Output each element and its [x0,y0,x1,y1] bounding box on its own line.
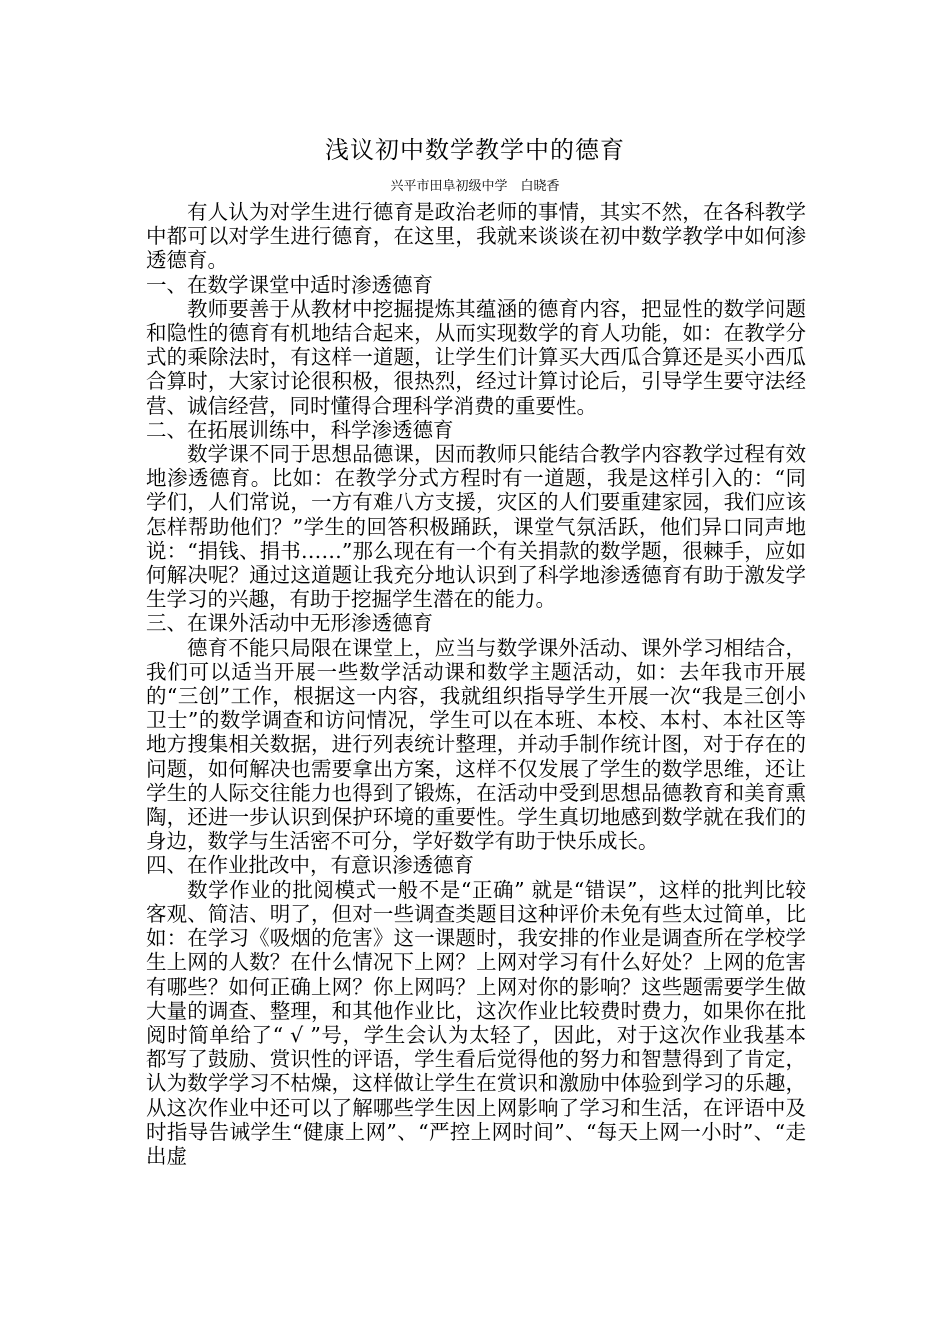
intro-paragraph: 有人认为对学生进行德育是政治老师的事情，其实不然，在各科教学中都可以对学生进行德育，在这里，我就来谈谈在初中数学教学中如何渗透德育。 [146,200,806,273]
section-paragraph-1: 教师要善于从教材中挖掘提炼其蕴涵的德育内容，把显性的数学问题和隐性的德育有机地结合起来，从而实现数学的育人功能，如：在教学分式的乘除法时，有这样一道题，让学生们计算买大西瓜合算还是买小西瓜合算时，大家讨论很积极，很热烈，经过计算讨论后，引导学生要守法经营、诚信经营，同时懂得合理科学消费的重要性。 [146,296,806,418]
section-heading-4: 四、在作业批改中，有意识渗透德育 [146,853,474,878]
section-paragraph-2: 数学课不同于思想品德课，因而教师只能结合教学内容教学过程有效地渗透德育。比如：在教学分式方程时有一道题，我是这样引入的：“同学们，人们常说，一方有难八方支援，灾区的人们要重建家园，我们应该怎样帮助他们？”学生的回答积极踊跃，课堂气氛活跃，他们异口同声地说：“捐钱、捐书……”那么现在有一个有关捐款的数学题，很棘手，应如何解决呢？通过这道题让我充分地认识到了科学地渗透德育有助于激发学生学习的兴趣，有助于挖掘学生潜在的能力。 [146,442,806,612]
section-heading-2: 二、在拓展训练中，科学渗透德育 [146,417,454,442]
section-heading-3: 三、在课外活动中无形渗透德育 [146,611,433,636]
document-body [146,200,806,1168]
section-paragraph-4: 数学作业的批阅模式一般不是“正确” 就是“错误”，这样的批判比较客观、简洁、明了，但对一些调查类题目这种评价未免有些太过简单，比如：在学习《吸烟的危害》这一课题时，我安排的作业是调查所在学校学生上网的人数？在什么情况下上网？上网对学习有什么好处？上网的危害有哪些？如何正确上网？你上网吗？上网对你的影响？这些题需要学生做大量的调查、整理，和其他作业比，这次作业比较费时费力，如果你在批阅时简单给了“ √ ”号，学生会认为太轻了，因此，对于这次作业我基本都写了鼓励、赏识性的评语，学生看后觉得他的努力和智慧得到了肯定，认为数学学习不枯燥，这样做让学生在赏识和激励中体验到学习的乐趣，从这次作业中还可以了解哪些学生因上网影响了学习和生活，在评语中及时指导告诫学生“健康上网”、“严控上网时间”、“每天上网一小时”、“走出虚 [146,877,806,1168]
document-author: 兴平市田阜初级中学 白晓香 [390,179,560,194]
section-heading-1: 一、在数学课堂中适时渗透德育 [146,272,433,297]
document-title: 浅议初中数学教学中的德育 [325,136,625,164]
section-paragraph-3: 德育不能只局限在课堂上，应当与数学课外活动、课外学习相结合，我们可以适当开展一些数学活动课和数学主题活动，如：去年我市开展的“三创”工作，根据这一内容，我就组织指导学生开展一次“我是三创小卫士”的数学调查和访问情况，学生可以在本班、本校、本村、本社区等地方搜集相关数据，进行列表统计整理，并动手制作统计图，对于存在的问题，如何解决也需要拿出方案，这样不仅发展了学生的数学思维，还让学生的人际交往能力也得到了锻炼，在活动中受到思想品德教育和美育熏陶，还进一步认识到保护环境的重要性。学生真切地感到数学就在我们的身边，数学与生活密不可分，学好数学有助于快乐成长。 [146,635,806,854]
